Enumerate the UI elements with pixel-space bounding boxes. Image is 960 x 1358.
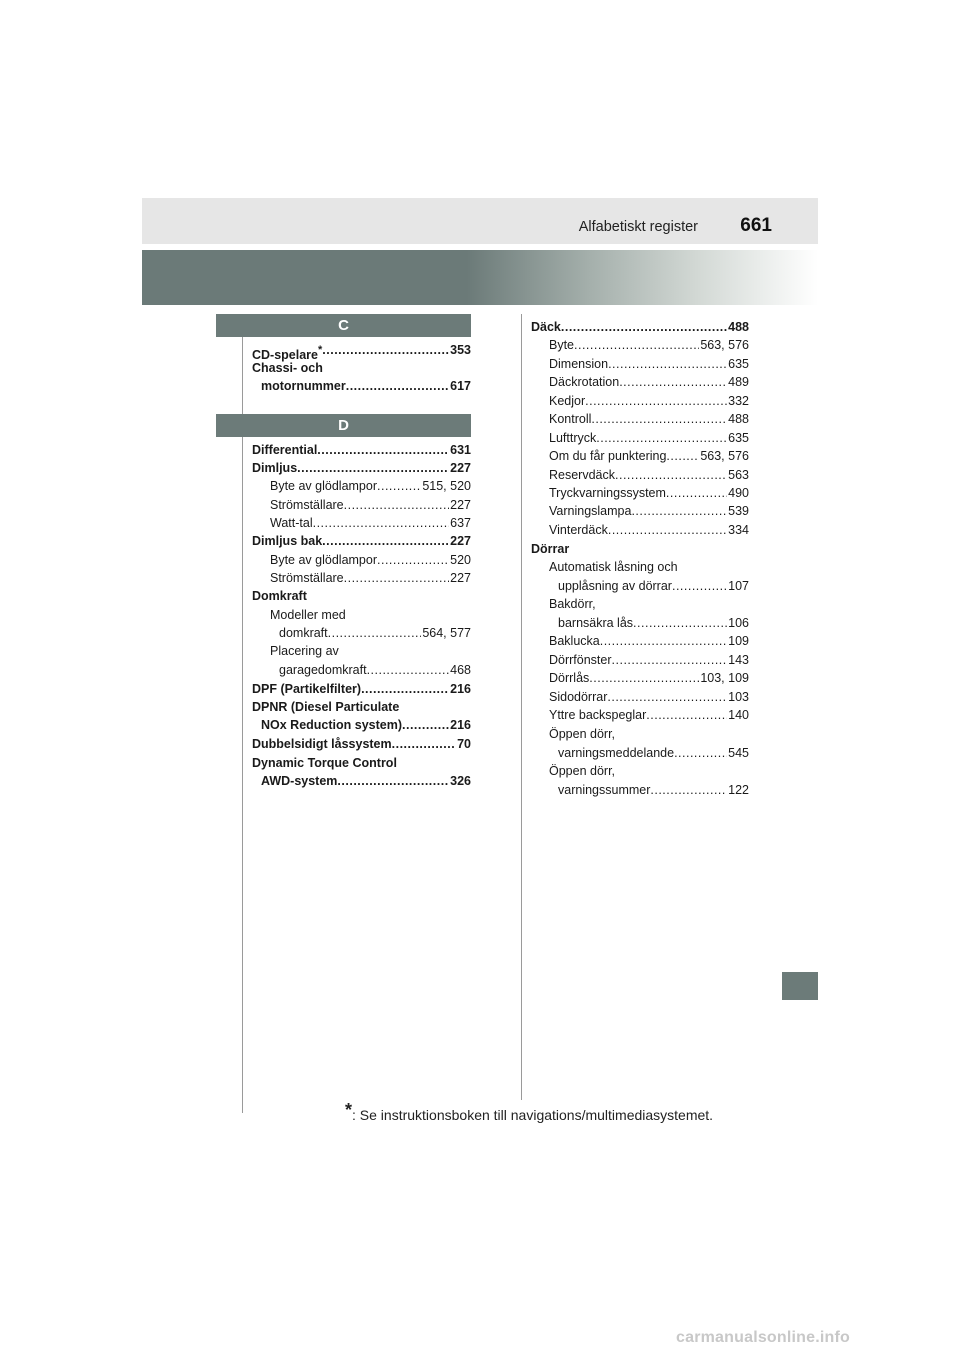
footnote-star: * (345, 1100, 353, 1120)
index-page-ref: 563 (728, 468, 749, 482)
leader-dots (589, 669, 699, 687)
index-entry (252, 359, 471, 377)
page-number: 661 (740, 215, 772, 236)
index-entry (252, 587, 471, 605)
index-term: Dörrfönster (549, 653, 612, 667)
leader-dots (585, 392, 727, 410)
index-entry (549, 373, 749, 391)
index-entry (270, 551, 471, 569)
index-entry (549, 706, 749, 724)
leader-dots (591, 410, 727, 428)
index-page-ref: 70 (457, 737, 471, 751)
index-entry (279, 661, 471, 679)
index-term: Dynamic Torque Control (252, 756, 397, 770)
section-title: Alfabetiskt register (578, 219, 698, 235)
index-page-ref: 563, 576 (700, 338, 749, 352)
index-term: Byte av glödlampor (270, 553, 378, 567)
index-term: Dörrar (531, 542, 570, 556)
index-term: Byte av glödlampor (270, 479, 378, 493)
index-term: Watt-tal (270, 516, 313, 530)
leader-dots (346, 377, 449, 395)
leader-dots (608, 521, 727, 539)
index-entry (549, 466, 749, 484)
index-entry (270, 642, 471, 660)
index-term: motornummer (261, 379, 346, 393)
index-entry (558, 744, 749, 762)
leader-dots (402, 716, 449, 734)
index-term: Modeller med (270, 608, 346, 622)
page-header (142, 198, 818, 244)
index-entry (252, 680, 471, 698)
index-page-ref: 468 (450, 663, 471, 677)
index-entry (549, 762, 749, 780)
index-term: Differential (252, 443, 318, 457)
index-entry (252, 441, 471, 459)
index-term: domkraft (279, 626, 328, 640)
index-page-ref: 216 (450, 718, 471, 732)
header-decor-band (142, 250, 818, 305)
index-entry (549, 558, 749, 576)
index-entry (261, 716, 471, 734)
index-term: Om du får punktering (549, 449, 667, 463)
index-term: Yttre backspeglar (549, 708, 647, 722)
index-page-ref: 353 (450, 343, 471, 357)
index-entry (549, 502, 749, 520)
index-entry (549, 632, 749, 650)
index-term: varningsmeddelande (558, 746, 675, 760)
index-entry (549, 447, 749, 465)
index-entry (558, 577, 749, 595)
index-entry (270, 496, 471, 514)
index-entry (549, 651, 749, 669)
section-heading-c: C (216, 314, 471, 337)
index-entry (270, 477, 471, 495)
leader-dots (646, 706, 727, 724)
index-term: Däckrotation (549, 375, 620, 389)
index-page-ref: 216 (450, 682, 471, 696)
index-entry (549, 429, 749, 447)
index-page-ref: 334 (728, 523, 749, 537)
index-term: Domkraft (252, 589, 307, 603)
leader-dots (328, 624, 422, 642)
index-term: Bakdörr, (549, 597, 596, 611)
index-term: Varningslampa (549, 504, 632, 518)
leader-dots (344, 496, 450, 514)
leader-dots (344, 569, 450, 587)
index-entry (261, 377, 471, 395)
leader-dots (619, 373, 727, 391)
index-term: Dimension (549, 357, 609, 371)
index-page-ref: 545 (728, 746, 749, 760)
index-page-ref: 635 (728, 431, 749, 445)
index-entry (270, 606, 471, 624)
index-page-ref: 103 (728, 690, 749, 704)
index-term: Placering av (270, 644, 339, 658)
index-term: AWD-system (261, 774, 338, 788)
index-page-ref: 515, 520 (422, 479, 471, 493)
index-entry (549, 669, 749, 687)
index-term: Öppen dörr, (549, 764, 616, 778)
index-entry (261, 772, 471, 790)
index-entry (549, 410, 749, 428)
index-entry (531, 540, 749, 558)
footnote (345, 1100, 713, 1123)
index-page-ref: 332 (728, 394, 749, 408)
index-term: NOx Reduction system) (261, 718, 403, 732)
index-entry (549, 484, 749, 502)
index-page-ref: 103, 109 (700, 671, 749, 685)
index-page-ref: 539 (728, 504, 749, 518)
leader-dots (367, 661, 450, 679)
index-term: Dörrlås (549, 671, 590, 685)
index-entry (270, 569, 471, 587)
index-page-ref: 637 (450, 516, 471, 530)
index-term: Dimljus (252, 461, 298, 475)
index-page-ref: 227 (450, 461, 471, 475)
index-entry (252, 735, 471, 753)
leader-dots (672, 577, 727, 595)
leader-dots (600, 632, 727, 650)
index-entry (252, 754, 471, 772)
index-entry (279, 624, 471, 642)
index-term: upplåsning av dörrar (558, 579, 672, 593)
index-page-ref: 143 (728, 653, 749, 667)
watermark: carmanualsonline.info (676, 1329, 851, 1346)
index-page-ref: 109 (728, 634, 749, 648)
leader-dots (322, 532, 449, 550)
index-entry (270, 514, 471, 532)
leader-dots (633, 614, 727, 632)
index-entry (252, 698, 471, 716)
footnote-marker: * (318, 344, 323, 356)
index-page-ref: 635 (728, 357, 749, 371)
index-term: Strömställare (270, 498, 344, 512)
leader-dots (666, 447, 699, 465)
leader-dots (297, 459, 449, 477)
leader-dots (650, 781, 727, 799)
leader-dots (596, 429, 727, 447)
index-term: Öppen dörr, (549, 727, 616, 741)
index-term: Vinterdäck (549, 523, 608, 537)
leader-dots (361, 680, 449, 698)
index-page-ref: 520 (450, 553, 471, 567)
leader-dots (612, 651, 728, 669)
index-entry (549, 336, 749, 354)
index-entry (558, 614, 749, 632)
index-term: Lufttryck (549, 431, 597, 445)
leader-dots (313, 514, 450, 532)
leader-dots (337, 772, 449, 790)
leader-dots (608, 355, 727, 373)
index-entry (549, 688, 749, 706)
index-page-ref: 122 (728, 783, 749, 797)
leader-dots (631, 502, 727, 520)
index-term: varningssummer (558, 783, 651, 797)
index-page-ref: 488 (728, 320, 749, 334)
index-term: Chassi- och (252, 361, 323, 375)
index-page-ref: 617 (450, 379, 471, 393)
index-term: Tryckvarningssystem (549, 486, 666, 500)
leader-dots (615, 466, 727, 484)
index-page-ref: 489 (728, 375, 749, 389)
column-divider-left (242, 328, 243, 1113)
leader-dots (392, 735, 456, 753)
index-term: DPNR (Diesel Particulate (252, 700, 400, 714)
index-page-ref: 563, 576 (700, 449, 749, 463)
index-term: barnsäkra lås (558, 616, 634, 630)
index-term: Byte (549, 338, 575, 352)
index-entry (549, 355, 749, 373)
index-page-ref: 227 (450, 571, 471, 585)
index-term: Reservdäck (549, 468, 615, 482)
index-term: CD-spelare* (252, 344, 323, 362)
index-term: Dubbelsidigt låssystem (252, 737, 392, 751)
index-term: Kedjor (549, 394, 586, 408)
index-entry (252, 459, 471, 477)
leader-dots (574, 336, 699, 354)
leader-dots (607, 688, 727, 706)
index-term: Baklucka (549, 634, 600, 648)
footnote-text: : Se instruktionsboken till navigations/multimediasystemet. (352, 1107, 714, 1123)
index-page-ref: 564, 577 (422, 626, 471, 640)
leader-dots (317, 441, 449, 459)
index-page-ref: 490 (728, 486, 749, 500)
index-page-ref: 227 (450, 498, 471, 512)
column-divider-middle (521, 314, 522, 1100)
index-entry (549, 725, 749, 743)
index-term: Sidodörrar (549, 690, 608, 704)
index-term: Dimljus bak (252, 534, 323, 548)
index-entry (549, 521, 749, 539)
index-entry (252, 341, 471, 362)
index-page-ref: 106 (728, 616, 749, 630)
index-entry (549, 392, 749, 410)
index-page-ref: 107 (728, 579, 749, 593)
index-term: Däck (531, 320, 561, 334)
index-term: Automatisk låsning och (549, 560, 678, 574)
index-entry (531, 318, 749, 336)
leader-dots (377, 477, 421, 495)
leader-dots (674, 744, 727, 762)
leader-dots (377, 551, 449, 569)
section-heading-d: D (216, 414, 471, 437)
index-entry (549, 595, 749, 613)
index-page-ref: 227 (450, 534, 471, 548)
leader-dots (561, 318, 727, 336)
index-term: garagedomkraft (279, 663, 367, 677)
index-page-ref: 631 (450, 443, 471, 457)
leader-dots (322, 341, 449, 359)
index-page-ref: 326 (450, 774, 471, 788)
leader-dots (666, 484, 727, 502)
index-entry (558, 781, 749, 799)
index-entry (252, 532, 471, 550)
index-page-ref: 140 (728, 708, 749, 722)
index-page-ref: 488 (728, 412, 749, 426)
index-tab-marker (782, 972, 818, 1000)
index-term: Kontroll (549, 412, 592, 426)
index-term: DPF (Partikelfilter) (252, 682, 362, 696)
index-term: Strömställare (270, 571, 344, 585)
